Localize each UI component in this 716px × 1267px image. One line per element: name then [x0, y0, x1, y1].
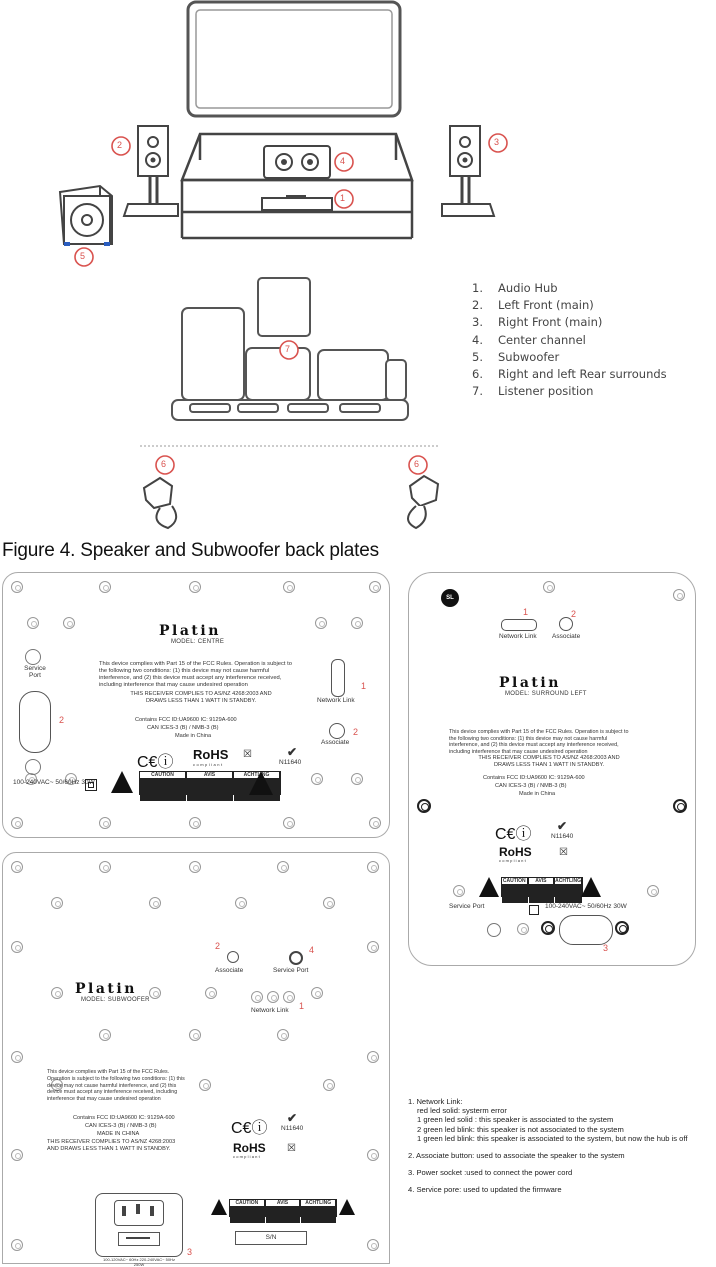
- ices-label: CAN ICES-3 (B) / NMB-3 (B): [147, 725, 219, 731]
- power-rating-label: 100-240VAC~ 50/60Hz 30W: [13, 779, 95, 786]
- rear-left-speaker-illustration: [144, 478, 176, 528]
- warning-labels: CAUTION AVIS ACHTLING: [139, 771, 281, 795]
- legend-item: 2. Left Front (main): [472, 298, 594, 313]
- compliance-statement: THIS RECEIVER COMPLIES TO AS/NZ 4268:2003 AND DRAWS LESS THAN 1 WATT IN STANDBY.: [478, 755, 620, 768]
- figure-title: Figure 4. Speaker and Subwoofer back plates: [2, 540, 379, 561]
- note-1-title: 1. Network Link:: [408, 1097, 463, 1106]
- right-front-speaker-illustration: [442, 126, 494, 216]
- compliance-statement: THIS RECEIVER COMPLIES TO AS/NZ 4268:2003 AND DRAWS LESS THAN 1 WATT IN STANDBY.: [130, 691, 272, 704]
- channel-badge: SL: [441, 589, 459, 607]
- power-rating-label: 100-120VAC~ 60Hz 220-240VAC~ 50Hz 250W: [103, 1257, 175, 1267]
- fcc-id: Contains FCC ID:UA9600 IC: 9129A-600: [73, 1115, 175, 1121]
- note-2: 2. Associate button: used to associate the speaker to the system: [408, 1151, 625, 1161]
- centre-back-plate: [2, 572, 390, 838]
- network-link-leds: [331, 659, 345, 697]
- made-in-label: Made in China: [175, 733, 212, 739]
- legend-item: 3. Right Front (main): [472, 315, 603, 330]
- fcc-id: Contains FCC ID:UA9600 IC: 9129A-600: [483, 775, 585, 781]
- callout-6-right: 6: [414, 459, 420, 469]
- weee-bin-icon: ☒: [243, 749, 252, 760]
- network-link-label: Network Link: [317, 697, 355, 704]
- ce-mark-icon: C€ⓘ: [137, 754, 174, 771]
- subwoofer-back-plate: [2, 852, 390, 1267]
- legend-item: 7. Listener position: [472, 384, 594, 399]
- associate-label: Associate: [552, 633, 581, 640]
- service-port-label: Service Port: [273, 967, 309, 974]
- note-3: 3. Power socket :used to connect the power cord: [408, 1168, 573, 1178]
- n-code-label: N11640: [279, 759, 302, 766]
- ce-mark-icon: C€ⓘ: [231, 1120, 268, 1137]
- service-port-jack: [289, 951, 303, 965]
- callout-7: 7: [285, 344, 291, 354]
- callout-1: 1: [340, 193, 346, 203]
- callout-3: 3: [603, 943, 609, 953]
- service-port-jack: [487, 923, 501, 937]
- left-front-speaker-illustration: [124, 126, 178, 216]
- warning-triangle-icon: [111, 771, 133, 793]
- warning-triangle-icon: [581, 877, 601, 897]
- warning-labels: CAUTION AVIS ACHTLING: [229, 1199, 337, 1217]
- callout-2: 2: [215, 941, 221, 951]
- callout-2: 2: [571, 609, 577, 619]
- callout-1: 1: [361, 681, 367, 691]
- back-plate-notes: [408, 1097, 687, 1195]
- warning-triangle-icon: [479, 877, 499, 897]
- center-speaker-illustration: [264, 146, 330, 178]
- warning-triangle-icon: [339, 1199, 355, 1215]
- c-tick-icon: ✔: [287, 1111, 298, 1125]
- power-inlet: [95, 1193, 183, 1257]
- rohs-logo: RoHS: [233, 1141, 266, 1155]
- power-socket: [19, 691, 51, 753]
- note-1-line: 1 green led blink: this speaker is associated to the system, but now the hub is off: [417, 1133, 688, 1143]
- callout-5: 5: [80, 251, 86, 261]
- rohs-sub: compliant: [233, 1154, 261, 1159]
- callout-3: 3: [494, 137, 500, 147]
- warning-triangle-icon: [249, 771, 273, 795]
- made-in-label: Made in China: [519, 791, 556, 797]
- associate-label: Associate: [215, 967, 244, 974]
- rear-right-speaker-illustration: [408, 476, 438, 528]
- weee-bin-icon: ☒: [559, 847, 568, 858]
- warning-labels: CAUTION AVIS ACHTLING: [501, 877, 583, 897]
- brand-logo: Platin: [159, 623, 221, 639]
- legend-item: 6. Right and left Rear surrounds: [472, 367, 667, 382]
- model-label: MODEL: SURROUND LEFT: [505, 691, 587, 697]
- audio-hub-illustration: [262, 195, 332, 210]
- network-link-label: Network Link: [499, 633, 537, 640]
- power-socket: [559, 915, 613, 945]
- associate-button: [329, 723, 345, 739]
- callout-1: 1: [299, 1001, 305, 1011]
- c-tick-icon: ✔: [287, 745, 298, 759]
- brand-logo: Platin: [75, 981, 137, 997]
- associate-button: [227, 951, 239, 963]
- rohs-logo: RoHS: [499, 845, 532, 859]
- compliance-statement: THIS RECEIVER COMPLIES TO AS/NZ 4268:2003 AND DRAWS LESS THAN 1 WATT IN STANDBY.: [47, 1139, 176, 1152]
- serial-number-box: S/N: [235, 1231, 307, 1245]
- ices-label: CAN ICES-3 (B) / NMB-3 (B): [85, 1123, 157, 1129]
- rohs-logo: RoHS: [193, 747, 229, 762]
- service-port-label: Service Port: [24, 665, 46, 679]
- note-4: 4. Service pore: used to updated the firmware: [408, 1185, 562, 1195]
- weee-bin-icon: ☒: [287, 1143, 296, 1154]
- associate-label: Associate: [321, 739, 350, 746]
- double-insulation-icon: [85, 779, 97, 791]
- n-code-label: N11640: [551, 833, 574, 840]
- surround-left-back-plate: [408, 572, 696, 966]
- brand-logo: Platin: [499, 675, 561, 691]
- callout-4: 4: [309, 945, 315, 955]
- made-in-label: MADE IN CHINA: [97, 1131, 140, 1137]
- callout-1: 1: [523, 607, 529, 617]
- note-1-line: red led solid: systerm error: [417, 1106, 507, 1116]
- speaker-layout-diagram: [0, 0, 716, 535]
- callout-6-left: 6: [161, 459, 167, 469]
- service-port-jack: [25, 649, 41, 665]
- fcc-statement: This device complies with Part 15 of the FCC Rules. Operation is subject to the following two conditions: (1) this device may not cause harmful interference, and (2) this device must accept any interference received, including interference that may cause undesired operation: [449, 729, 629, 755]
- model-label: MODEL: SUBWOOFER: [81, 997, 150, 1003]
- rohs-sub: compliant: [193, 762, 224, 767]
- rohs-sub: compliant: [499, 858, 527, 863]
- callout-4: 4: [340, 156, 346, 166]
- legend-item: 1. Audio Hub: [472, 281, 558, 295]
- subwoofer-illustration: [60, 186, 112, 246]
- service-port-label: Service Port: [449, 903, 485, 910]
- legend-item: 5. Subwoofer: [472, 349, 560, 364]
- double-insulation-icon: [529, 905, 539, 915]
- c-tick-icon: ✔: [557, 819, 568, 833]
- associate-button: [559, 617, 573, 631]
- n-code-label: N11640: [281, 1125, 304, 1132]
- warning-triangle-icon: [211, 1199, 227, 1215]
- callout-2: 2: [353, 727, 359, 737]
- note-1-line: 1 green led solid : this speaker is associated to the system: [417, 1115, 614, 1125]
- network-link-leds: [501, 619, 537, 631]
- fcc-statement: This device complies with Part 15 of the FCC Rules. Operation is subject to the following two conditions: (1) this device may not cause harmful interference, and (2) this device must accept any interference received, including interference that may cause undesired operation: [99, 661, 292, 688]
- power-rating-label: 100-240VAC~ 50/60Hz 30W: [545, 903, 627, 910]
- fcc-statement: This device complies with Part 15 of the FCC Rules. Operation is subject to the following two conditions: (1) this device may not cause harmful interference, and (2) this device must accept any interference received, including interference that may cause undesired operation: [47, 1069, 185, 1103]
- mount-hole: [25, 759, 41, 775]
- ices-label: CAN ICES-3 (B) / NMB-3 (B): [495, 783, 567, 789]
- note-1-line: 2 green led blink: this speaker is not associated to the system: [417, 1124, 624, 1134]
- callout-3: 3: [187, 1247, 193, 1257]
- fcc-id: Contains FCC ID:UA9600 IC: 9129A-600: [135, 717, 237, 723]
- model-label: MODEL: CENTRE: [171, 639, 225, 645]
- diagram-legend: [472, 280, 667, 400]
- callout-2: 2: [117, 140, 123, 150]
- legend-item: 4. Center channel: [472, 332, 586, 347]
- network-link-label: Network Link: [251, 1007, 289, 1014]
- ce-mark-icon: C€ⓘ: [495, 826, 532, 843]
- tv-illustration: [188, 2, 400, 116]
- callout-2: 2: [59, 715, 65, 725]
